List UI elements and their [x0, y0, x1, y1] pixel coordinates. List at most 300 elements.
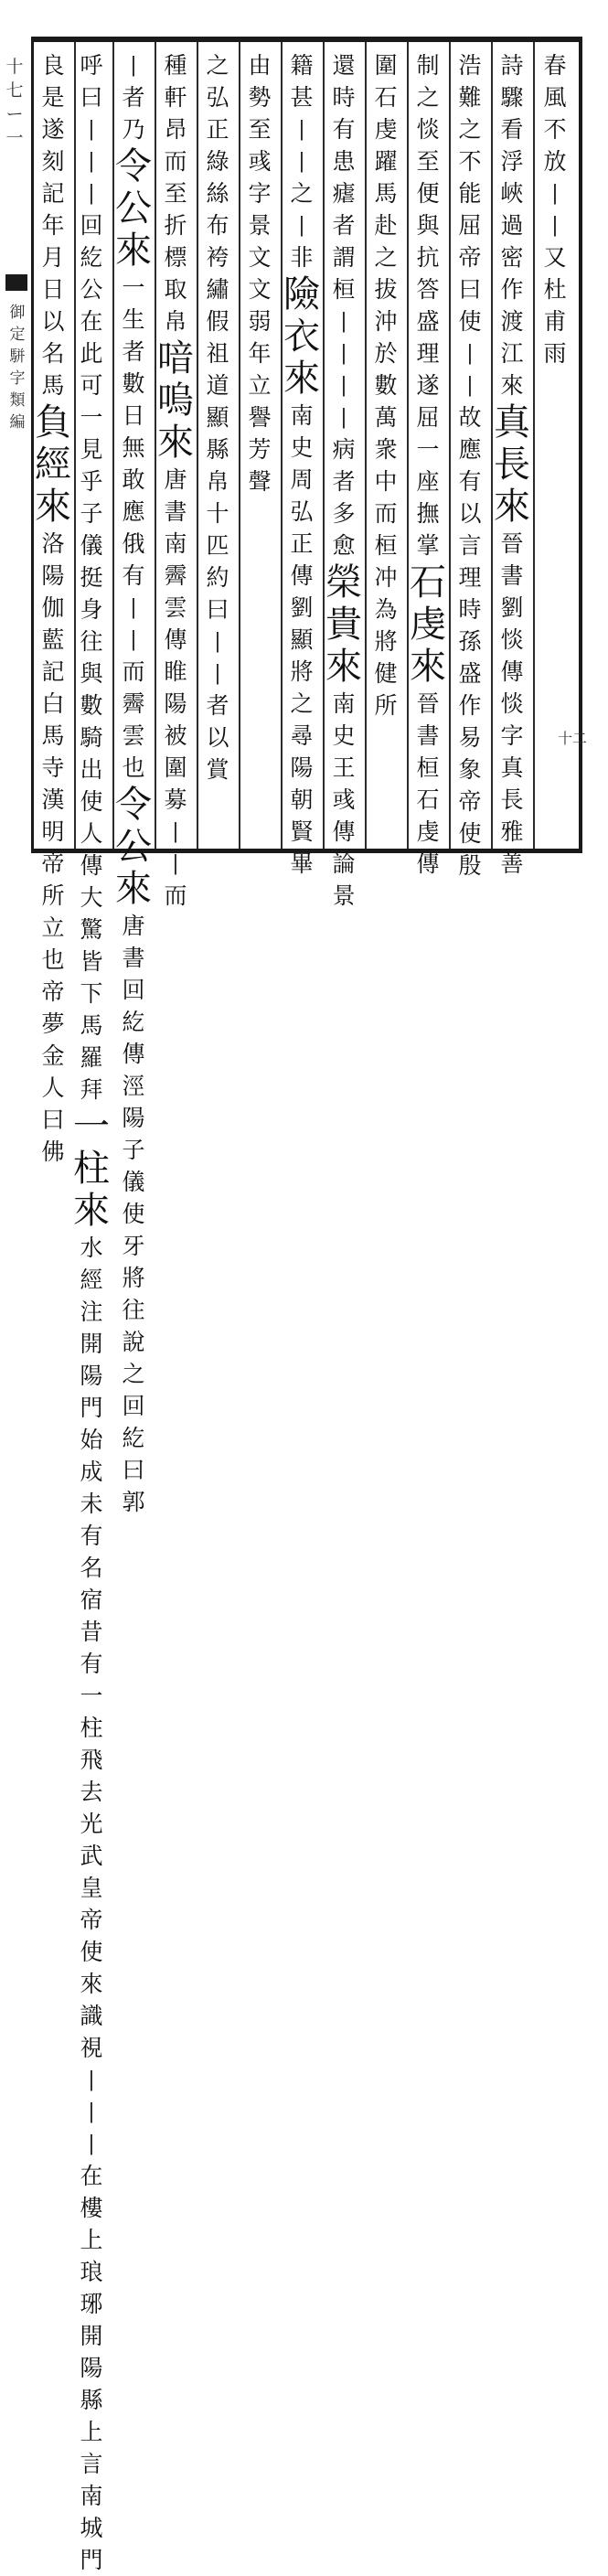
heading-char: 負 [35, 401, 71, 444]
text-char: 十 [206, 500, 229, 527]
text-char: 曰 [458, 276, 482, 303]
text-char: 衆 [374, 436, 398, 463]
text-char: 過 [500, 212, 524, 239]
text-char: 睢 [164, 658, 187, 685]
text-char: 是 [41, 84, 65, 111]
text-char: 折 [164, 212, 187, 239]
heading-char: 公 [115, 826, 152, 868]
text-char: 數 [80, 692, 103, 719]
text-char: 記 [41, 180, 65, 207]
text-char: 成 [80, 1459, 103, 1485]
text-char: 年 [248, 340, 272, 367]
text-char: 論 [332, 850, 356, 877]
text-char: 長 [500, 786, 524, 813]
heading-char: 來 [115, 230, 152, 272]
text-char: 理 [458, 564, 482, 591]
text-char: 至 [164, 180, 187, 207]
margin-title-char: 定 [9, 326, 26, 344]
text-char: 有 [458, 468, 482, 495]
text-char: 乃 [122, 116, 145, 143]
text-char: 霽 [164, 562, 187, 589]
text-char: | [88, 182, 95, 205]
margin-mark [5, 274, 27, 291]
text-char: 至 [416, 148, 440, 175]
text-char: 始 [80, 1427, 103, 1453]
text-char: 無 [122, 434, 145, 461]
text-char: 帝 [41, 850, 65, 877]
text-char: 一 [80, 1683, 103, 1709]
text-char: 非 [290, 244, 314, 271]
text-char: | [88, 150, 95, 173]
margin-char: 一 [5, 128, 24, 148]
text-char: 將 [122, 1265, 145, 1291]
text-column [199, 49, 236, 845]
text-char: 謂 [332, 244, 356, 271]
text-char: 易 [458, 724, 482, 751]
text-char: | [466, 342, 474, 365]
text-char: 陽 [164, 690, 187, 717]
text-char: 說 [122, 1329, 145, 1355]
text-char: 公 [80, 276, 103, 303]
text-char: 取 [164, 276, 187, 303]
text-char: 刻 [41, 148, 65, 175]
text-char: 縣 [206, 436, 229, 463]
text-char: 袴 [206, 244, 229, 271]
text-char: 渡 [500, 308, 524, 335]
text-char: 假 [206, 308, 229, 335]
text-char: | [340, 406, 347, 429]
text-char: 洛 [41, 530, 65, 557]
text-char: 文 [248, 276, 272, 303]
text-char: 殷 [458, 852, 482, 879]
text-column [325, 49, 362, 909]
heading-char: 榮 [325, 561, 362, 604]
text-char: 金 [41, 1042, 65, 1069]
text-char: 者 [122, 84, 145, 111]
heading-char: 虔 [410, 604, 446, 646]
margin-char: 十 [5, 57, 24, 77]
text-char: 者 [332, 468, 356, 495]
text-char: 敢 [122, 466, 145, 493]
text-char: 來 [80, 1971, 103, 1997]
text-char: 由 [248, 52, 272, 79]
text-char: 不 [458, 148, 482, 175]
text-char: 抗 [416, 244, 440, 271]
text-char: 詩 [500, 52, 524, 79]
column-divider [155, 42, 156, 849]
text-column [368, 49, 404, 845]
margin-title-char: 編 [9, 413, 26, 432]
text-char: 未 [80, 1491, 103, 1517]
text-char: 也 [122, 754, 145, 781]
text-char: 陽 [122, 1105, 145, 1131]
text-char: | [340, 342, 347, 365]
text-char: 虔 [416, 818, 440, 845]
text-char: 而 [374, 500, 398, 527]
text-char: 顯 [290, 626, 314, 653]
text-char: 佛 [41, 1138, 65, 1165]
text-char: 馬 [41, 722, 65, 749]
text-char: 一 [416, 436, 440, 463]
text-char: 掌 [416, 532, 440, 559]
text-char: 樓 [80, 2195, 103, 2221]
text-char: 拔 [374, 276, 398, 303]
text-char: 傳 [122, 1041, 145, 1067]
text-char: 漢 [41, 786, 65, 813]
text-char: 曰 [80, 84, 103, 111]
text-char: 傳 [332, 818, 356, 845]
text-char: 帛 [164, 308, 187, 335]
text-char: 見 [80, 436, 103, 463]
text-char: | [172, 852, 179, 875]
text-char: 來 [500, 372, 524, 399]
text-char: 有 [122, 562, 145, 589]
text-column [157, 49, 194, 909]
text-char: 紇 [80, 244, 103, 271]
text-char: 皆 [80, 948, 103, 975]
text-char: 桓 [332, 276, 356, 303]
text-char: 便 [416, 180, 440, 207]
text-char: 晉 [500, 530, 524, 557]
column-divider [74, 42, 76, 849]
text-char: 遂 [416, 372, 440, 399]
text-char: 被 [164, 722, 187, 749]
text-char: 以 [206, 724, 229, 751]
text-char: 拜 [80, 1076, 103, 1103]
heading-char: 貴 [325, 604, 362, 646]
text-char: 字 [248, 180, 272, 207]
text-char: 立 [41, 914, 65, 941]
text-char: 劉 [290, 594, 314, 621]
text-char: 夢 [41, 1010, 65, 1037]
margin-title-char: 字 [9, 369, 26, 388]
text-char: 遂 [41, 116, 65, 143]
text-char: 浩 [458, 52, 482, 79]
text-char: 史 [290, 434, 314, 461]
text-char: 開 [80, 2323, 103, 2349]
column-divider [197, 42, 198, 849]
heading-char: 險 [283, 273, 320, 315]
text-char: 上 [80, 2419, 103, 2445]
text-char: 傳 [500, 658, 524, 685]
text-char: 人 [41, 1074, 65, 1101]
text-char: 飛 [80, 1747, 103, 1773]
text-char: 作 [458, 692, 482, 719]
text-char: 顯 [206, 404, 229, 431]
text-char: 將 [374, 628, 398, 655]
text-char: 放 [543, 148, 567, 175]
text-char: 標 [164, 244, 187, 271]
text-char: 座 [416, 468, 440, 495]
text-char: 呼 [80, 52, 103, 79]
text-char: 風 [543, 84, 567, 111]
text-char: 藍 [41, 626, 65, 653]
text-char: 多 [332, 500, 356, 527]
margin-text [2, 55, 27, 841]
text-char: 不 [543, 116, 567, 143]
text-char: 赴 [374, 212, 398, 239]
text-char: 史 [332, 722, 356, 749]
text-char: 惔 [500, 690, 524, 717]
text-char: 為 [374, 596, 398, 623]
text-char: 匹 [206, 532, 229, 559]
column-divider [112, 42, 114, 849]
column-divider [239, 42, 240, 849]
text-char: 曰 [41, 1106, 65, 1133]
text-char: 與 [416, 212, 440, 239]
text-char: 年 [41, 212, 65, 239]
text-char: | [130, 596, 137, 619]
margin-title-char: 御 [9, 304, 26, 322]
text-char: 縣 [80, 2387, 103, 2413]
text-char: 躍 [374, 148, 398, 175]
text-char: 芳 [248, 436, 272, 463]
column-divider [533, 42, 535, 849]
text-char: 帝 [458, 244, 482, 271]
text-char: 皇 [80, 1875, 103, 1901]
margin-char: ー [5, 104, 24, 124]
text-char: 俄 [122, 530, 145, 557]
text-char: 惔 [500, 626, 524, 653]
text-char: 而 [164, 148, 187, 175]
text-char: 帛 [206, 468, 229, 495]
text-char: 之 [290, 180, 314, 207]
text-char: 孫 [458, 628, 482, 655]
text-char: | [130, 628, 137, 651]
text-char: 雅 [500, 818, 524, 845]
text-char: 中 [374, 468, 398, 495]
text-char: 人 [80, 820, 103, 847]
text-char: 帝 [41, 978, 65, 1005]
text-char: 在 [80, 308, 103, 335]
text-char: 軒 [164, 84, 187, 111]
text-char: | [88, 2132, 95, 2155]
text-char: 勢 [248, 84, 272, 111]
text-char: 春 [543, 52, 567, 79]
text-char: 昔 [80, 1619, 103, 1645]
text-char: 傳 [290, 562, 314, 589]
text-char: 萬 [374, 404, 398, 431]
text-char: 唐 [122, 913, 145, 939]
text-char: 屈 [458, 212, 482, 239]
page-number: 十二 [558, 730, 588, 747]
text-char: 虔 [374, 116, 398, 143]
text-char: 陽 [80, 1363, 103, 1389]
text-char: 者 [332, 212, 356, 239]
text-char: 言 [80, 2451, 103, 2477]
text-char: 祖 [206, 340, 229, 367]
text-char: 一 [122, 274, 145, 301]
text-char: 紇 [122, 1009, 145, 1035]
text-char: 驟 [500, 84, 524, 111]
text-char: 帝 [80, 1907, 103, 1933]
column-divider [449, 42, 451, 849]
heading-char: 來 [157, 422, 194, 464]
heading-char: 衣 [283, 315, 320, 358]
text-char: 正 [206, 116, 229, 143]
text-char: 能 [458, 180, 482, 207]
text-char: 江 [500, 340, 524, 367]
text-char: 出 [80, 756, 103, 783]
text-char: 霽 [122, 690, 145, 717]
text-char: 南 [290, 402, 314, 429]
text-char: 經 [80, 1267, 103, 1293]
text-char: 於 [374, 340, 398, 367]
text-char: 所 [41, 882, 65, 909]
text-char: 故 [458, 404, 482, 431]
text-column [241, 49, 278, 845]
text-char: 籍 [290, 52, 314, 79]
text-char: 使 [458, 820, 482, 847]
text-char: 晉 [416, 690, 440, 717]
text-column [283, 49, 320, 877]
text-char: 景 [332, 882, 356, 909]
text-char: 此 [80, 340, 103, 367]
heading-char: 來 [325, 646, 362, 688]
text-char: 乎 [80, 468, 103, 495]
text-char: 甚 [290, 84, 314, 111]
text-char: 將 [290, 658, 314, 685]
text-char: 南 [332, 690, 356, 717]
heading-char: 來 [283, 358, 320, 400]
text-char: 弘 [290, 498, 314, 525]
column-divider [491, 42, 493, 849]
text-char: 尋 [290, 722, 314, 749]
text-char: 有 [80, 1523, 103, 1549]
text-char: 往 [122, 1297, 145, 1323]
text-char: 而 [122, 658, 145, 685]
text-char: 賢 [290, 818, 314, 845]
text-char: 儀 [122, 1169, 145, 1195]
text-char: | [551, 182, 559, 205]
text-char: 儀 [80, 532, 103, 559]
text-char: 密 [500, 244, 524, 271]
text-char: 桓 [416, 754, 440, 781]
text-char: 書 [122, 945, 145, 971]
text-char: 朝 [290, 786, 314, 813]
column-divider [323, 42, 325, 849]
text-char: 之 [458, 116, 482, 143]
text-char: 王 [332, 754, 356, 781]
text-char: 時 [458, 596, 482, 623]
text-char: 正 [290, 530, 314, 557]
text-char: 劉 [500, 594, 524, 621]
column-divider [281, 42, 283, 849]
text-char: 琊 [80, 2291, 103, 2317]
text-char: 與 [80, 660, 103, 687]
text-char: 杜 [543, 276, 567, 303]
text-char: | [214, 662, 221, 685]
text-char: 陽 [290, 754, 314, 781]
text-char: 之 [374, 244, 398, 271]
text-char: 傳 [416, 850, 440, 877]
text-char: 盛 [416, 308, 440, 335]
text-char: 弱 [248, 308, 272, 335]
text-char: 馬 [374, 180, 398, 207]
text-char: 去 [80, 1779, 103, 1805]
text-char: | [340, 310, 347, 333]
text-char: 回 [80, 212, 103, 239]
text-char: 至 [248, 116, 272, 143]
text-char: 桓 [374, 532, 398, 559]
text-char: 生 [122, 306, 145, 333]
column-divider [407, 42, 409, 849]
text-char: | [214, 630, 221, 653]
text-char: 注 [80, 1299, 103, 1325]
text-char: 書 [416, 722, 440, 749]
text-char: 還 [332, 52, 356, 79]
text-column [35, 49, 71, 1165]
text-char: 畢 [290, 850, 314, 877]
text-char: 使 [80, 788, 103, 815]
text-char: 冲 [374, 564, 398, 591]
text-char: 應 [122, 498, 145, 525]
text-char: 曰 [206, 596, 229, 623]
text-char: 在 [80, 2163, 103, 2189]
text-char: 者 [122, 338, 145, 365]
text-char: 數 [122, 370, 145, 397]
text-char: 往 [80, 628, 103, 655]
text-char: | [298, 118, 305, 141]
text-column [410, 49, 446, 877]
heading-char: 來 [410, 646, 446, 688]
text-char: 涇 [122, 1073, 145, 1099]
heading-char: 令 [115, 145, 152, 187]
text-char: 峽 [500, 180, 524, 207]
text-char: 開 [80, 1331, 103, 1357]
text-char: 所 [374, 692, 398, 719]
text-char: 善 [500, 850, 524, 877]
heading-char: 來 [494, 486, 530, 528]
text-char: 甫 [543, 308, 567, 335]
text-char: 寺 [41, 754, 65, 781]
text-char: 又 [543, 244, 567, 271]
text-char: 彧 [248, 148, 272, 175]
text-char: 柱 [80, 1715, 103, 1741]
heading-char: 石 [410, 561, 446, 604]
text-char: 患 [332, 148, 356, 175]
column-divider [365, 42, 367, 849]
text-char: 雨 [543, 340, 567, 367]
text-char: | [130, 54, 137, 77]
text-char: 之 [122, 1361, 145, 1387]
margin-title-char: 駢 [9, 347, 26, 366]
text-char: 象 [458, 756, 482, 783]
text-char: 馬 [80, 1012, 103, 1039]
text-char: 而 [164, 882, 187, 909]
text-char: 水 [80, 1235, 103, 1261]
margin-title [7, 302, 27, 433]
text-char: | [88, 2100, 95, 2123]
text-char: 撫 [416, 500, 440, 527]
text-char: 書 [164, 498, 187, 525]
text-char: 言 [458, 532, 482, 559]
text-column [537, 49, 573, 845]
text-char: | [340, 374, 347, 397]
text-char: 真 [500, 754, 524, 781]
text-char: 道 [206, 372, 229, 399]
text-column [452, 49, 488, 879]
text-char: | [298, 150, 305, 173]
text-char: 應 [458, 436, 482, 463]
text-char: 數 [374, 372, 398, 399]
heading-char: 公 [115, 187, 152, 230]
text-char: 月 [41, 244, 65, 271]
text-char: 健 [374, 660, 398, 687]
text-char: 唐 [164, 466, 187, 493]
text-char: 馬 [41, 372, 65, 399]
text-char: | [88, 118, 95, 141]
